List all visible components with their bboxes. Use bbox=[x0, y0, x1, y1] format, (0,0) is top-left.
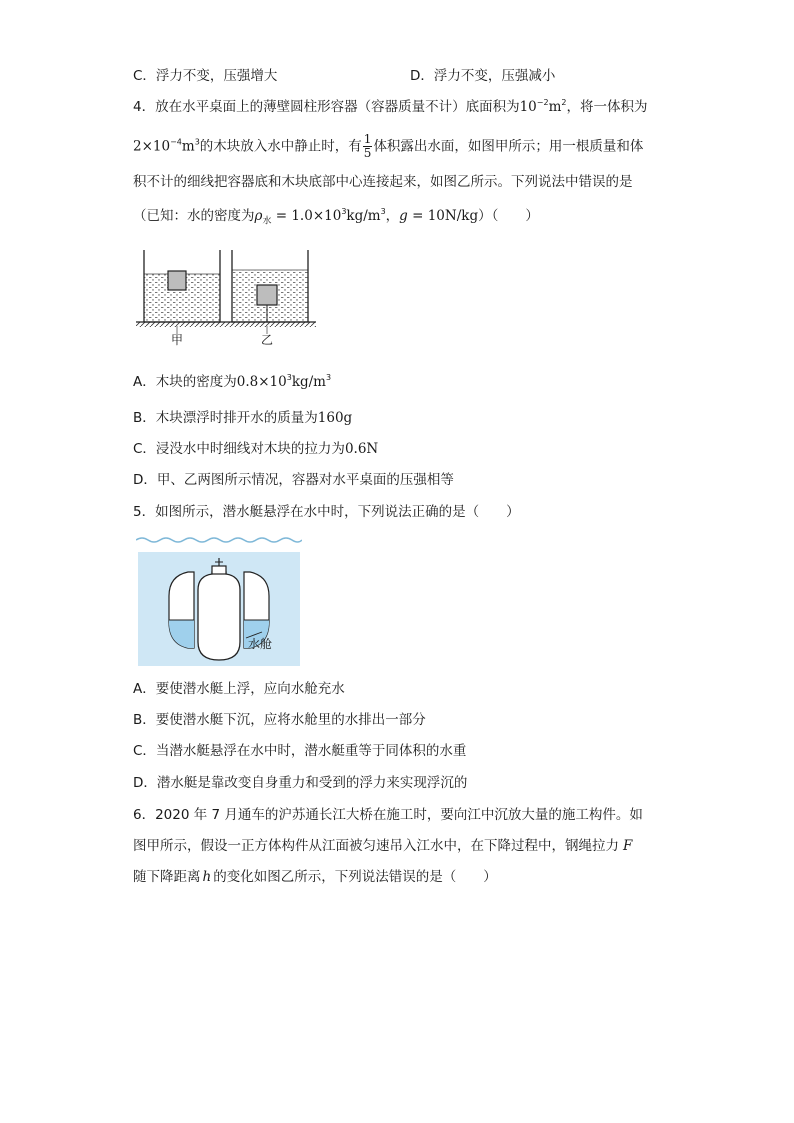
figure-label-yi: 乙 bbox=[261, 333, 274, 347]
q6-stem-line-3 bbox=[133, 867, 497, 887]
q6-force-symbol: F bbox=[623, 838, 633, 854]
q4-stem-line-2 bbox=[133, 133, 643, 160]
q4-option-c bbox=[133, 439, 378, 459]
q6-stem-text: 图甲所示，假设一正方体构件从江面被匀速吊入江水中，在下降过程中，钢绳拉力 bbox=[133, 838, 619, 854]
q5-option-c: C．当潜水艇悬浮在水中时，潜水艇重等于同体积的水重 bbox=[133, 743, 467, 759]
q4-rho-exp: 3 bbox=[341, 207, 347, 216]
q4-option-a-unit: kg/m bbox=[291, 374, 326, 390]
q6-stem-text: 的变化如图乙所示，下列说法错误的是（ ） bbox=[213, 869, 497, 885]
container-jia bbox=[144, 250, 220, 322]
conning-tower bbox=[212, 566, 226, 574]
q6-stem-line-2 bbox=[133, 836, 632, 856]
q4-volume-unit-exp: 3 bbox=[194, 137, 200, 147]
q4-area-exp: −2 bbox=[536, 98, 549, 107]
q4-fraction bbox=[363, 133, 373, 160]
q4-answer-paren: ）（ ） bbox=[478, 208, 539, 224]
q4-volume-value: 2×10 bbox=[133, 138, 171, 155]
q4-g-value: = 10N/kg bbox=[407, 208, 479, 224]
q4-option-a-text: A．木块的密度为 bbox=[133, 374, 237, 390]
q4-option-b-value: 160g bbox=[317, 410, 353, 426]
wood-block-jia bbox=[168, 271, 186, 290]
q4-option-d: D．甲、乙两图所示情况，容器对水平桌面的压强相等 bbox=[133, 472, 454, 488]
q6-stem-text: 随下降距离 bbox=[133, 869, 201, 885]
q4-area-unit: m bbox=[548, 99, 562, 115]
q4-stem-text: （已知：水的密度为 bbox=[133, 208, 255, 224]
q3-option-c: C．浮力不变，压强增大 bbox=[133, 68, 278, 84]
q4-fraction-numerator: 1 bbox=[363, 132, 372, 146]
q4-stem-line-3: 积不计的细线把容器底和木块底部中心连接起来，如图乙所示。下列说法中错误的是 bbox=[133, 174, 633, 190]
q4-rho-unit-exp: 3 bbox=[380, 207, 386, 216]
q4-g-symbol: g bbox=[399, 208, 408, 224]
q4-rho-value: = 1.0×10 bbox=[271, 208, 342, 224]
q3-option-d: D．浮力不变，压强减小 bbox=[410, 68, 556, 84]
q4-stem-text: 4．放在水平桌面上的薄壁圆柱形容器（容器质量不计）底面积为 bbox=[133, 99, 520, 115]
q4-stem-text: 体积露出水面，如图甲所示；用一根质量和体 bbox=[373, 138, 644, 155]
q4-option-a-exp: 3 bbox=[286, 373, 292, 382]
container-yi bbox=[232, 250, 308, 322]
wood-block-yi bbox=[257, 285, 277, 305]
q4-option-b-text: B．木块漂浮时排开水的质量为 bbox=[133, 410, 318, 426]
q4-rho-unit: kg/m bbox=[346, 208, 381, 224]
q4-stem-line-4 bbox=[133, 206, 539, 232]
q4-option-a-unit-exp: 3 bbox=[325, 373, 332, 382]
q4-rho-subscript: 水 bbox=[262, 216, 272, 227]
q4-volume-unit: m bbox=[181, 138, 195, 155]
submarine-hull bbox=[198, 572, 240, 660]
q4-rho-symbol: ρ bbox=[254, 208, 263, 224]
table-surface-hatch bbox=[136, 322, 316, 327]
q4-container-figure bbox=[136, 246, 318, 346]
q4-option-c-value: 0.6N bbox=[344, 441, 379, 457]
q4-option-b bbox=[133, 408, 352, 428]
figure-label-jia: 甲 bbox=[171, 333, 184, 347]
q4-option-c-text: C．浸没水中时细线对木块的拉力为 bbox=[133, 441, 345, 457]
q4-fraction-denominator: 5 bbox=[363, 146, 372, 160]
q4-stem-text: ，将一体积为 bbox=[566, 99, 648, 115]
water-surface-wave bbox=[136, 538, 302, 542]
q5-option-b: B．要使潜水艇下沉，应将水舱里的水排出一部分 bbox=[133, 712, 426, 728]
q4-area-unit-exp: 2 bbox=[561, 98, 567, 107]
q4-stem-text: 的木块放入水中静止时，有 bbox=[199, 138, 362, 155]
q5-submarine-figure bbox=[136, 532, 302, 668]
q4-area-value: 10 bbox=[519, 99, 537, 115]
q4-stem-text: ， bbox=[385, 208, 400, 224]
q4-option-a-value: 0.8×10 bbox=[236, 374, 287, 390]
q5-figure-label-ballast-tank: 水舱 bbox=[248, 637, 273, 651]
q5-option-d: D．潜水艇是靠改变自身重力和受到的浮力来实现浮沉的 bbox=[133, 775, 468, 791]
q4-stem-line-1 bbox=[133, 97, 647, 117]
q4-option-a bbox=[133, 372, 331, 392]
q5-option-a: A．要使潜水艇上浮，应向水舱充水 bbox=[133, 681, 345, 697]
q5-stem: 5．如图所示，潜水艇悬浮在水中时，下列说法正确的是（ ） bbox=[133, 504, 520, 520]
q6-h-symbol: h bbox=[202, 869, 212, 885]
q6-stem-line-1: 6．2020 年 7 月通车的沪苏通长江大桥在施工时，要向江中沉放大量的施工构件。如 bbox=[133, 807, 643, 823]
q4-volume-exp: −4 bbox=[170, 137, 182, 147]
